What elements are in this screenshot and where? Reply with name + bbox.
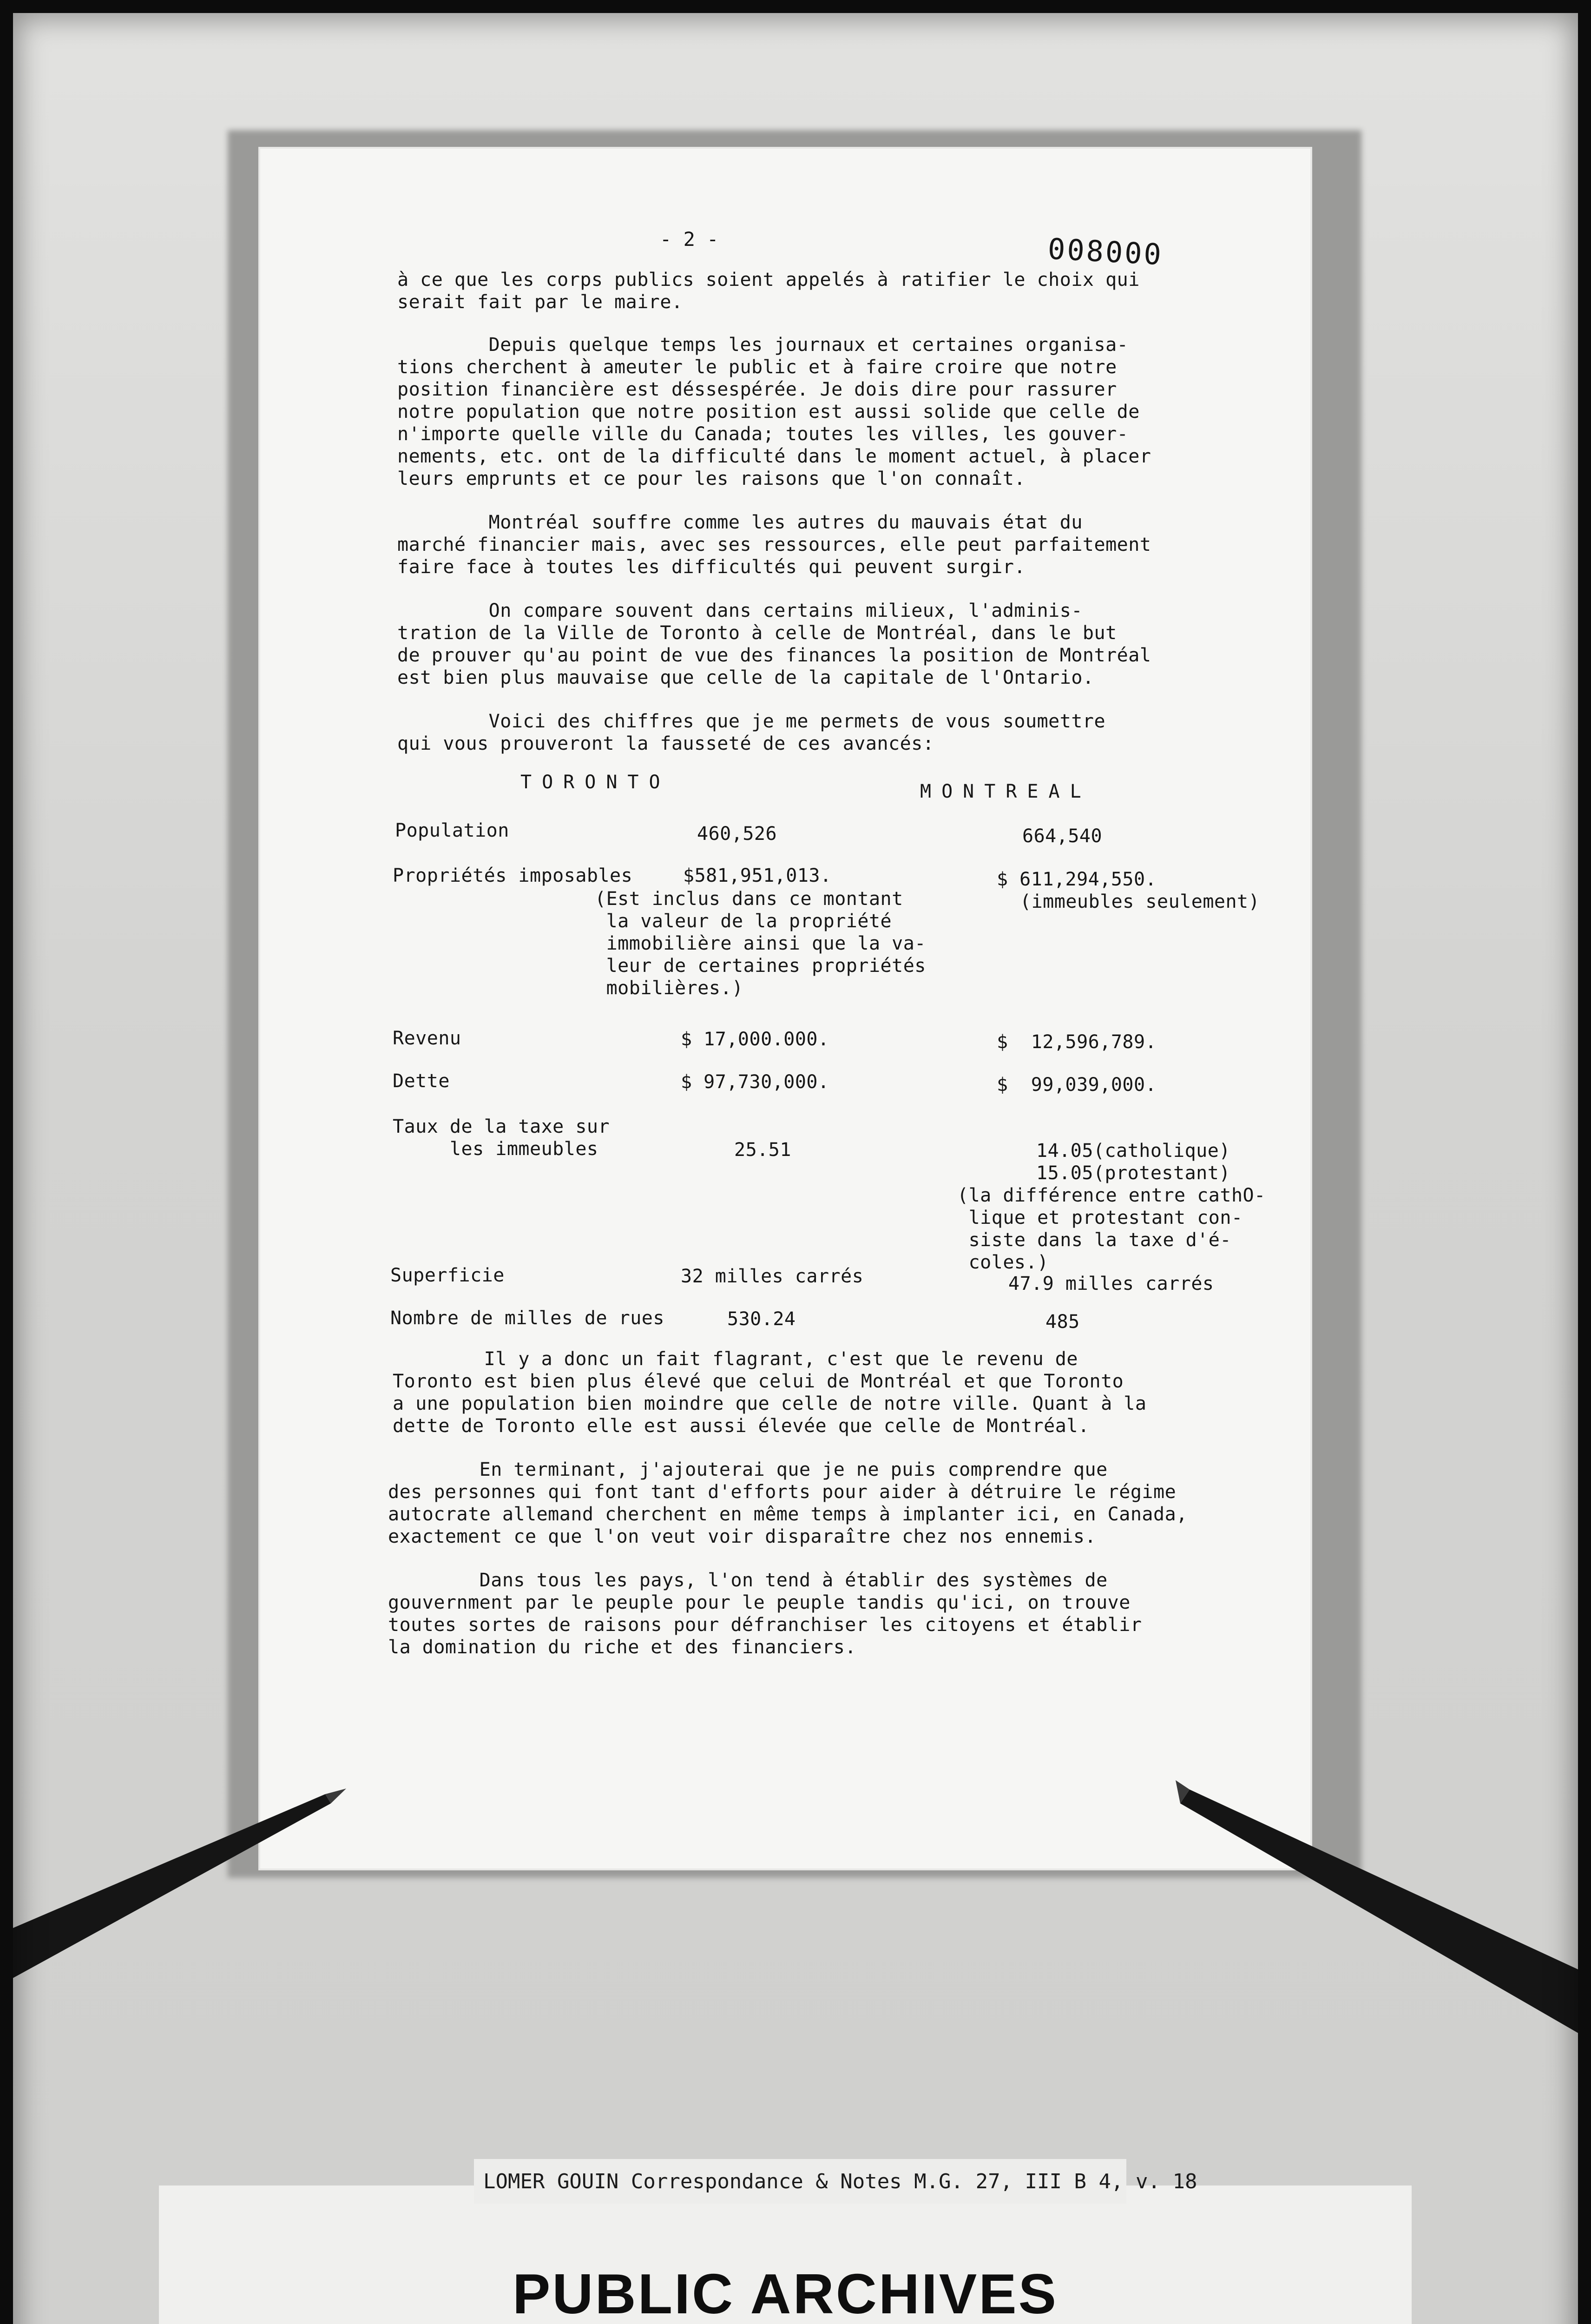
text-line: Voici des chiffres que je me permets de vous soumettre (397, 711, 1106, 732)
text-line: toutes sortes de raisons pour défranchiser les citoyens et établir (388, 1614, 1142, 1636)
text-line: Montréal souffre comme les autres du mauvais état du (397, 512, 1083, 533)
row-label-taux: les immeubles (393, 1138, 598, 1160)
montreal-superficie: 47.9 milles carrés (1008, 1273, 1214, 1294)
text-line: dette de Toronto elle est aussi élevée que celle de Montréal. (393, 1415, 1090, 1437)
column-header-toronto: TORONTO (520, 772, 671, 793)
row-label-proprietes: Propriétés imposables (393, 865, 633, 886)
text-line: Il y a donc un fait flagrant, c'est que le revenu de (393, 1348, 1078, 1370)
toronto-superficie: 32 milles carrés (681, 1266, 864, 1287)
toronto-taux: 25.51 (734, 1139, 791, 1161)
text-line: la domination du riche et des financiers. (388, 1637, 856, 1658)
text-line: a une population bien moindre que celle de notre ville. Quant à la (393, 1393, 1147, 1414)
text-line: marché financier mais, avec ses ressources, elle peut parfaitement (397, 534, 1151, 555)
montreal-taux: 14.05(catholique) (1036, 1140, 1230, 1162)
stamp-number: 008000 (1047, 231, 1164, 272)
text-line: Toronto est bien plus élevé que celui de Montréal et que Toronto (393, 1371, 1124, 1392)
montreal-population: 664,540 (1022, 825, 1103, 847)
toronto-proprietes-note: (Est inclus dans ce montant (595, 888, 903, 910)
montreal-dette: $ 99,039,000. (997, 1074, 1157, 1096)
montreal-proprietes: $ 611,294,550. (997, 869, 1157, 890)
text-line: notre population que notre position est aussi solide que celle de (397, 401, 1140, 423)
montreal-taux-note: siste dans la taxe d'é- (957, 1229, 1231, 1251)
text-line: Dans tous les pays, l'on tend à établir des systèmes de (388, 1570, 1108, 1591)
toronto-population: 460,526 (697, 823, 777, 845)
montreal-taux-note: coles.) (957, 1252, 1049, 1273)
text-line: autocrate allemand cherchent en même temps à implanter ici, en Canada, (388, 1504, 1188, 1525)
row-label-rues: Nombre de milles de rues (390, 1307, 664, 1329)
text-line: leurs emprunts et ce pour les raisons que l'on connaît. (397, 468, 1026, 489)
source-label: LOMER GOUIN Correspondance & Notes M.G. 27, III B 4, v. 18 (483, 2170, 1197, 2193)
row-label-superficie: Superficie (390, 1265, 505, 1286)
toronto-proprietes-note: la valeur de la propriété (595, 911, 892, 932)
text-line: serait fait par le maire. (397, 291, 683, 313)
row-label-dette: Dette (393, 1070, 450, 1092)
row-label-revenu: Revenu (393, 1028, 461, 1049)
toronto-proprietes-note: leur de certaines propriétés (595, 955, 926, 977)
toronto-dette: $ 97,730,000. (681, 1071, 829, 1093)
page-number: - 2 - (660, 228, 719, 251)
montreal-taux-note: lique et protestant con- (957, 1207, 1243, 1228)
text-line: Depuis quelque temps les journaux et certaines organisa- (397, 334, 1129, 356)
row-label-taux: Taux de la taxe sur (393, 1116, 610, 1137)
text-line: faire face à toutes les difficultés qui peuvent surgir. (397, 556, 1026, 578)
montreal-rues: 485 (1045, 1311, 1080, 1333)
montreal-revenu: $ 12,596,789. (997, 1031, 1157, 1053)
montreal-proprietes-note: (immeubles seulement) (1020, 891, 1260, 912)
text-line: nements, etc. ont de la difficulté dans le moment actuel, à placer (397, 446, 1151, 467)
text-line: position financière est déssespérée. Je dois dire pour rassurer (397, 379, 1117, 400)
text-line: tration de la Ville de Toronto à celle de Montréal, dans le but (397, 622, 1117, 644)
text-line: exactement ce que l'on veut voir disparaître chez nos ennemis. (388, 1526, 1097, 1547)
text-line: à ce que les corps publics soient appelés à ratifier le choix qui (397, 269, 1140, 290)
toronto-proprietes: $581,951,013. (683, 865, 832, 886)
toronto-proprietes-note: immobilière ainsi que la va- (595, 933, 926, 954)
text-line: tions cherchent à ameuter le public et à faire croire que notre (397, 357, 1117, 378)
montreal-taux-note: (la différence entre cathO- (957, 1185, 1266, 1206)
text-line: gouvernment par le peuple pour le peuple tandis qu'ici, on trouve (388, 1592, 1131, 1613)
toronto-rues: 530.24 (727, 1308, 796, 1330)
montreal-taux: 15.05(protestant) (1036, 1162, 1230, 1184)
toronto-proprietes-note: mobilières.) (595, 977, 743, 999)
text-line: On compare souvent dans certains milieux, l'adminis- (397, 600, 1083, 621)
archive-title-en: PUBLIC ARCHIVES (513, 2262, 1058, 2324)
text-line: est bien plus mauvaise que celle de la capitale de l'Ontario. (397, 667, 1094, 688)
text-line: qui vous prouveront la fausseté de ces avancés: (397, 733, 934, 754)
text-line: des personnes qui font tant d'efforts pour aider à détruire le régime (388, 1481, 1177, 1503)
row-label-population: Population (395, 820, 509, 841)
text-line: n'importe quelle ville du Canada; toutes les villes, les gouver- (397, 423, 1129, 445)
column-header-montreal: MONTREAL (920, 781, 1091, 802)
text-line: En terminant, j'ajouterai que je ne puis comprendre que (388, 1459, 1108, 1480)
text-line: de prouver qu'au point de vue des finances la position de Montréal (397, 645, 1151, 666)
toronto-revenu: $ 17,000.000. (681, 1029, 829, 1050)
